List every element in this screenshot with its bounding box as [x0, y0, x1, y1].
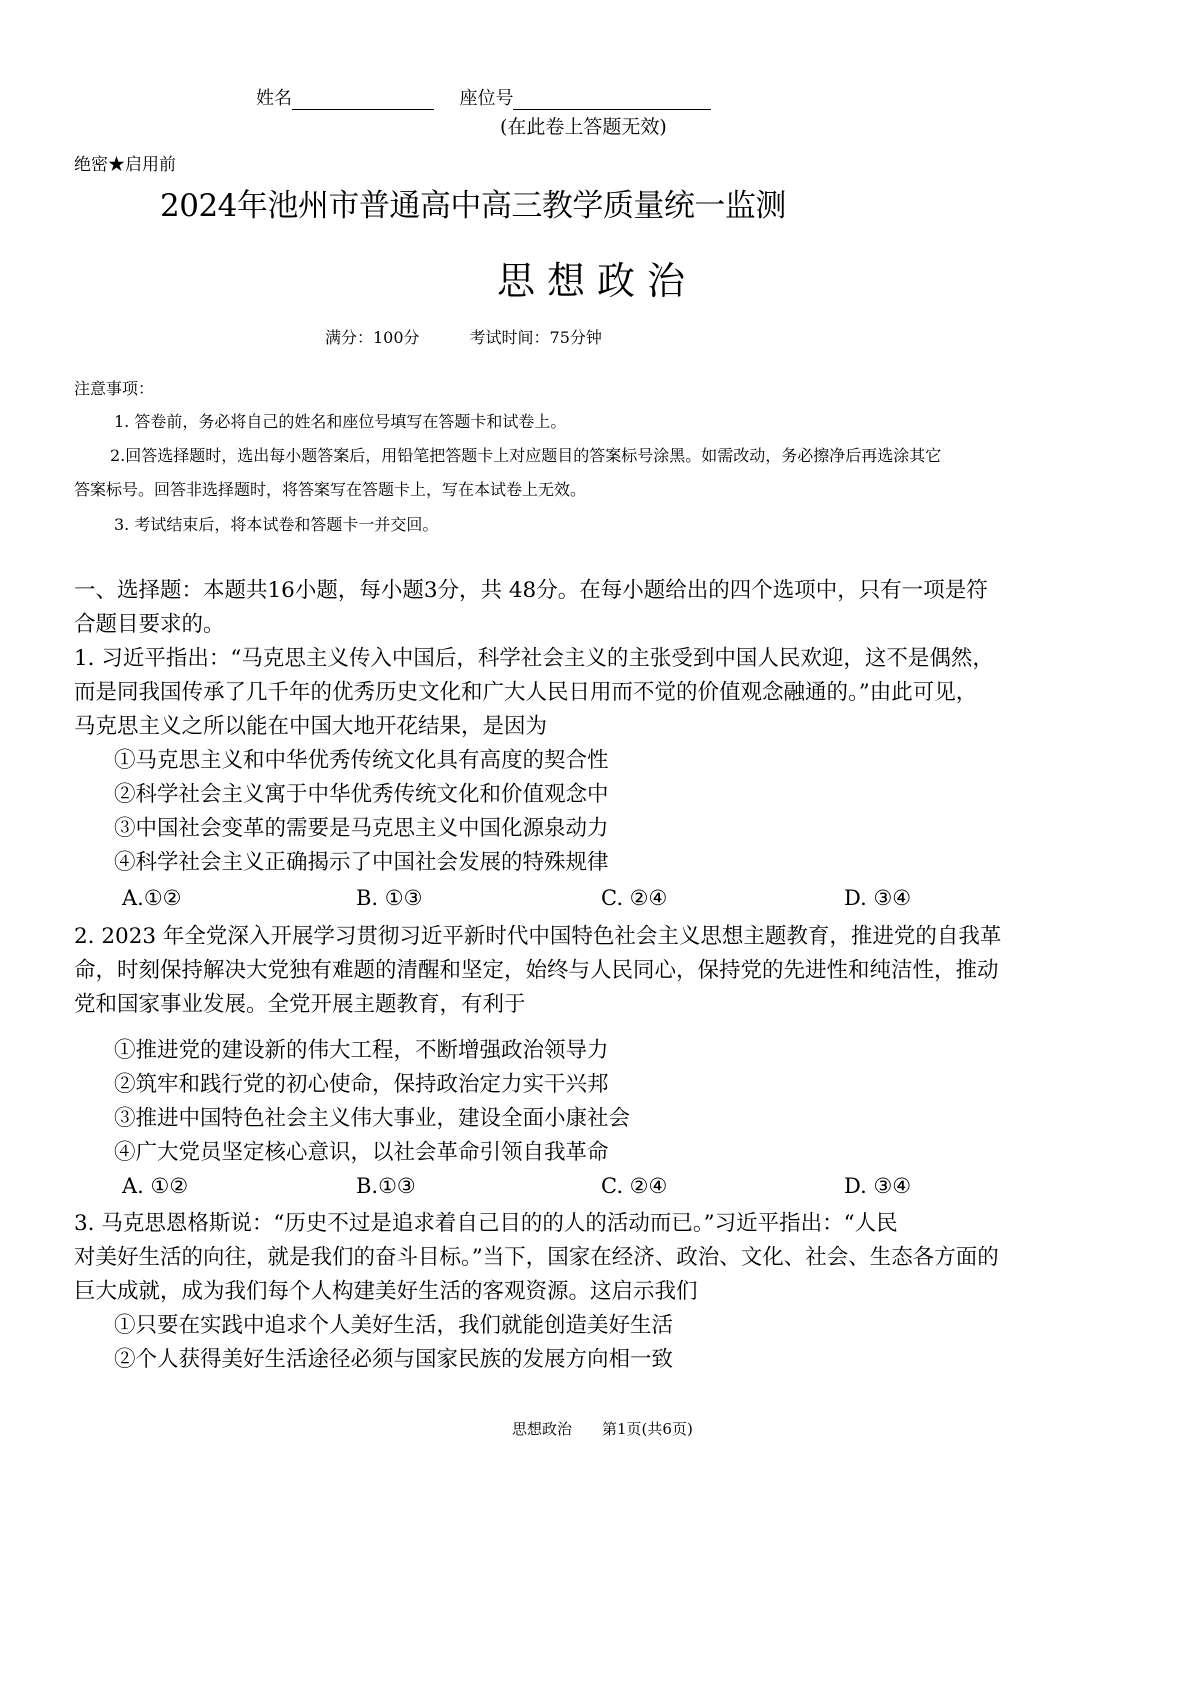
q2-statement-3: ③推进中国特色社会主义伟大事业，建设全面小康社会 [114, 1106, 631, 1131]
exam-info [325, 325, 602, 348]
q3-stem-line-1: 3. 马克思恩格斯说：“历史不过是追求着自己目的的人的活动而已。”习近平指出：“人民 [74, 1211, 898, 1236]
page-number: 第1页(共6页) [602, 1420, 693, 1438]
q1-option-a: A.①② [122, 886, 182, 910]
question-1 [74, 642, 1134, 880]
q1-statement-2: ②科学社会主义寓于中华优秀传统文化和价值观念中 [114, 782, 609, 807]
q1-stem-line-3: 马克思主义之所以能在中国大地开花结果，是因为 [74, 714, 548, 739]
q1-statement-3: ③中国社会变革的需要是马克思主义中国化源泉动力 [114, 816, 609, 841]
q2-option-d: D. ③④ [844, 1174, 912, 1198]
question-2 [74, 920, 1134, 1022]
secret-mark: 绝密★启用前 [74, 155, 176, 175]
q1-stem-line-1: 1. 习近平指出：“马克思主义传入中国后，科学社会主义的主张受到中国人民欢迎，这不是偶然， [74, 646, 994, 671]
q2-statement-2: ②筑牢和践行党的初心使命，保持政治定力实干兴邦 [114, 1072, 609, 1097]
q2-option-c: C. ②④ [601, 1174, 668, 1198]
invalid-note: (在此卷上答题无效) [500, 116, 667, 138]
footer-subject: 思想政治 [512, 1420, 573, 1438]
q2-option-b: B.①③ [356, 1174, 416, 1198]
q1-option-d: D. ③④ [844, 886, 912, 910]
q1-option-b: B. ①③ [356, 886, 423, 910]
q2-stem-line-3: 党和国家事业发展。全党开展主题教育，有利于 [74, 992, 526, 1017]
q2-stem-line-1: 2. 2023 年全党深入开展学习贯彻习近平新时代中国特色社会主义思想主题教育，推进党的自我革 [74, 924, 1002, 949]
name-label: 姓名 [256, 88, 292, 109]
question-2-statements [74, 1034, 1134, 1170]
notice-item-2-line-2: 答案标号。回答非选择题时，将答案写在答题卡上，写在本试卷上无效。 [74, 480, 587, 499]
full-score: 满分：100分 [325, 328, 420, 347]
exam-duration: 考试时间：75分钟 [469, 328, 602, 347]
section-heading [74, 574, 1134, 642]
q2-statement-4: ④广大党员坚定核心意识，以社会革命引领自我革命 [114, 1140, 609, 1165]
seat-blank [513, 91, 711, 110]
seat-label: 座位号 [459, 88, 514, 109]
notice-item-2-line-1: 2.回答选择题时，选出每小题答案后，用铅笔把答题卡上对应题目的答案标号涂黑。如需改动，务必擦净后再选涂其它 [110, 446, 942, 465]
q2-option-a: A. ①② [122, 1174, 189, 1198]
subject-title: 思想政治 [497, 259, 698, 303]
exam-title: 2024年池州市普通高中高三教学质量统一监测 [160, 188, 786, 224]
section-heading-line-1: 一、选择题：本题共16小题，每小题3分，共 48分。在每小题给出的四个选项中，只有一项是符 [74, 578, 988, 603]
notice-heading: 注意事项： [74, 379, 155, 398]
question-3 [74, 1207, 1134, 1377]
section-heading-line-2: 合题目要求的。 [74, 612, 225, 637]
q1-option-c: C. ②④ [601, 886, 668, 910]
notice-item-3: 3. 考试结束后，将本试卷和答题卡一并交回。 [114, 515, 439, 534]
q2-statement-1: ①推进党的建设新的伟大工程，不断增强政治领导力 [114, 1038, 609, 1063]
q3-statement-2: ②个人获得美好生活途径必须与国家民族的发展方向相一致 [114, 1347, 674, 1372]
q3-stem-line-3: 巨大成就，成为我们每个人构建美好生活的客观资源。这启示我们 [74, 1279, 698, 1304]
name-blank [292, 91, 434, 110]
q3-statement-1: ①只要在实践中追求个人美好生活，我们就能创造美好生活 [114, 1313, 674, 1338]
page-footer [512, 1418, 693, 1439]
q3-stem-line-2: 对美好生活的向往，就是我们的奋斗目标。”当下，国家在经济、政治、文化、社会、生态各方面的 [74, 1245, 999, 1270]
q2-stem-line-2: 命，时刻保持解决大党独有难题的清醒和坚定，始终与人民同心，保持党的先进性和纯洁性，推动 [74, 958, 999, 983]
q1-statement-1: ①马克思主义和中华优秀传统文化具有高度的契合性 [114, 748, 609, 773]
q1-statement-4: ④科学社会主义正确揭示了中国社会发展的特殊规律 [114, 850, 609, 875]
q1-stem-line-2: 而是同我国传承了几千年的优秀历史文化和广大人民日用而不觉的价值观念融通的。”由此可见， [74, 680, 978, 705]
candidate-info-line [256, 84, 711, 110]
notice-item-1: 1. 答卷前，务必将自己的姓名和座位号填写在答题卡和试卷上。 [114, 412, 567, 431]
